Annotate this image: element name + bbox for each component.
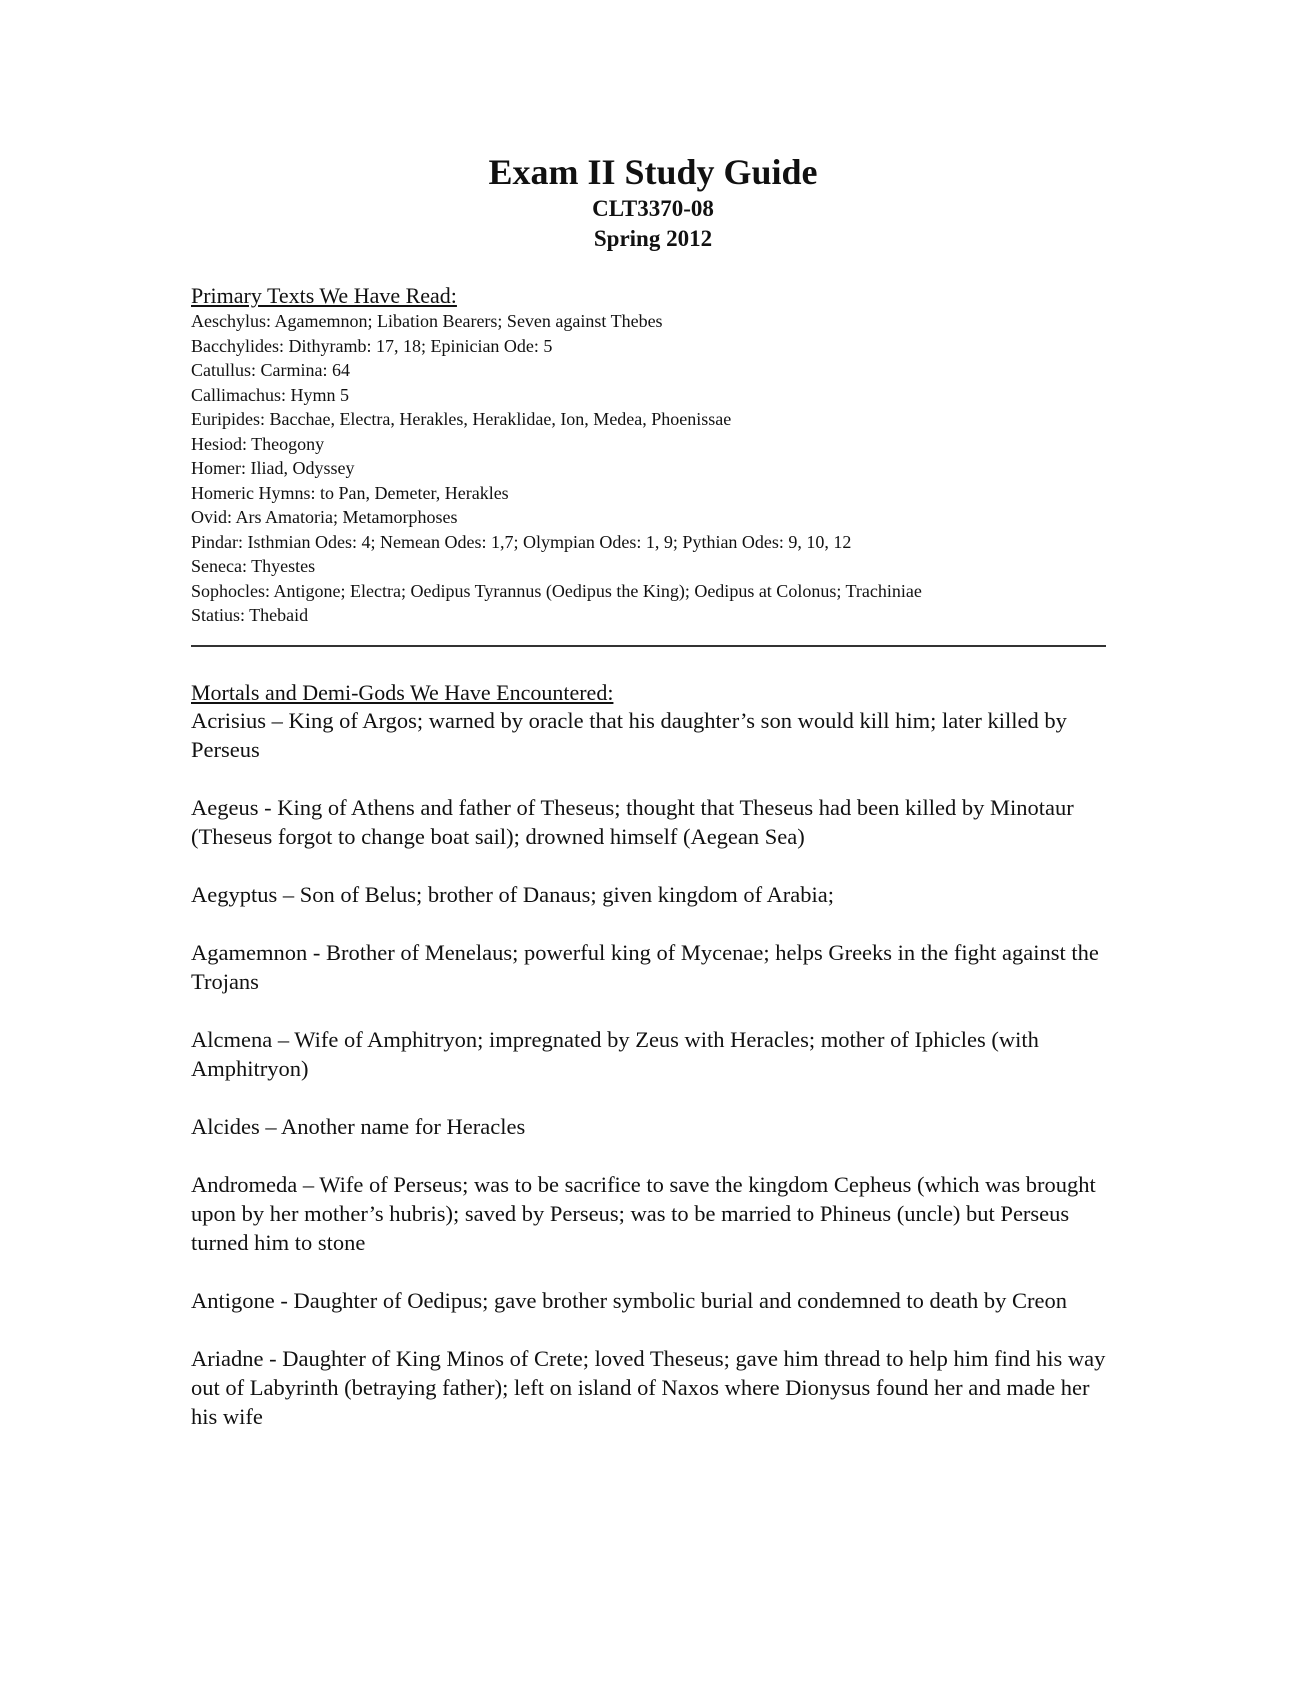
text-item: Bacchylides: Dithyramb: 17, 18; Epinician Ode: 5: [191, 335, 553, 356]
text-item: Homeric Hymns: to Pan, Demeter, Herakles: [191, 482, 509, 503]
text-item: Catullus: Carmina: 64: [191, 360, 350, 380]
mortal-entry: Acrisius – King of Argos; warned by oracle that his daughter’s son would kill him; later killed by Perseus: [191, 707, 1067, 762]
mortal-entry: Aegyptus – Son of Belus; brother of Danaus; given kingdom of Arabia;: [191, 881, 835, 907]
term: Spring 2012: [593, 226, 713, 251]
primary-texts-heading: Primary Texts We Have Read:: [191, 283, 457, 308]
mortal-entry: Andromeda – Wife of Perseus; was to be sacrifice to save the kingdom Cepheus (which was brought upon by her mother’s hubris); saved by Perseus; was to be married to Phineus (uncle) but Perseus turned him to stone: [191, 1171, 1096, 1255]
text-item: Sophocles: Antigone; Electra; Oedipus Tyrannus (Oedipus the King); Oedipus at Colonus; Trachiniae: [191, 580, 922, 601]
text-item: Seneca: Thyestes: [191, 556, 316, 576]
text-item: Hesiod: Theogony: [191, 433, 325, 454]
mortals-list: [191, 706, 1106, 1431]
mortals-section: [191, 680, 1106, 1431]
course-code: CLT3370-08: [592, 196, 714, 221]
mortal-entry: Agamemnon - Brother of Menelaus; powerful king of Mycenae; helps Greeks in the fight against the Trojans: [191, 939, 1099, 994]
text-item: Aeschylus: Agamemnon; Libation Bearers; Seven against Thebes: [191, 311, 663, 331]
mortal-entry: Antigone - Daughter of Oedipus; gave brother symbolic burial and condemned to death by Creon: [191, 1287, 1068, 1313]
text-item: Ovid: Ars Amatoria; Metamorphoses: [191, 507, 458, 527]
mortal-entry: Alcmena – Wife of Amphitryon; impregnated by Zeus with Heracles; mother of Iphicles (with Amphitryon): [191, 1026, 1039, 1081]
text-item: Statius: Thebaid: [191, 605, 309, 625]
primary-texts-list: [191, 309, 1106, 628]
mortal-entry: Alcides – Another name for Heracles: [191, 1113, 526, 1139]
primary-texts-section: [191, 283, 1106, 628]
text-item: Euripides: Bacchae, Electra, Herakles, Heraklidae, Ion, Medea, Phoenissae: [191, 409, 732, 429]
mortal-entry: Ariadne - Daughter of King Minos of Crete; loved Theseus; gave him thread to help him find his way out of Labyrinth (betraying father); left on island of Naxos where Dionysus found her and made her his wife: [191, 1345, 1106, 1429]
document-body: [191, 283, 1106, 1460]
document-header: [0, 150, 1306, 254]
horizontal-divider: [191, 645, 1106, 647]
mortals-heading: Mortals and Demi-Gods We Have Encountered:: [191, 679, 614, 705]
text-item: Pindar: Isthmian Odes: 4; Nemean Odes: 1,7; Olympian Odes: 1, 9; Pythian Odes: 9, 10, 12: [191, 531, 852, 552]
text-item: Callimachus: Hymn 5: [191, 384, 349, 405]
document-title: Exam II Study Guide: [488, 152, 818, 192]
mortal-entry: Aegeus - King of Athens and father of Theseus; thought that Theseus had been killed by Minotaur (Theseus forgot to change boat sail); drowned himself (Aegean Sea): [191, 794, 1074, 849]
text-item: Homer: Iliad, Odyssey: [191, 458, 355, 478]
